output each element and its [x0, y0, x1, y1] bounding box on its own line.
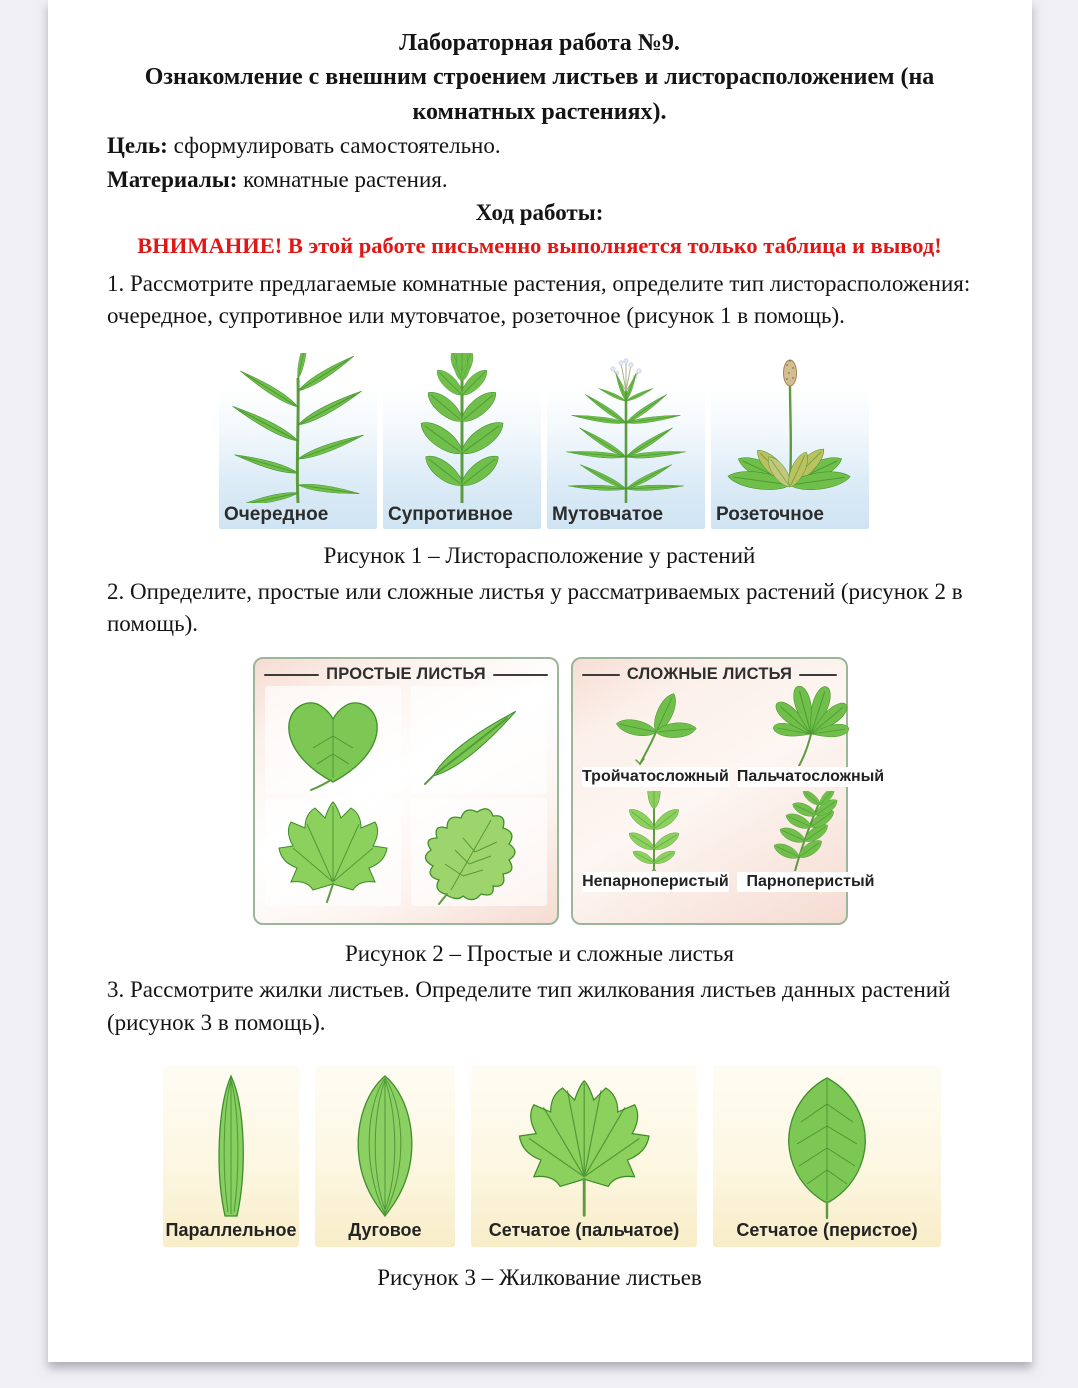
- lab-title-line2: Ознакомление с внешним строением листьев и листорасположением (на: [144, 64, 935, 91]
- figure3-panel-arcuate: [315, 1065, 455, 1247]
- step-3: 3. Рассмотрите жилки листьев. Определите тип жилкования листьев данных растений (рисунок 3 в помощь).: [107, 976, 951, 1035]
- figure1-label-rosette: Розеточное: [716, 503, 824, 525]
- goal-line: [107, 130, 972, 163]
- figure3-label-reticulate-palmate2: Сетчатое (пальчатое): [488, 1220, 680, 1241]
- plant-rosette-illustration: [711, 353, 869, 503]
- materials-line: [107, 164, 972, 197]
- figure1-panel-whorled: [547, 353, 705, 529]
- document-page: [48, 0, 1032, 1362]
- figure3-panel-parallel: [163, 1065, 299, 1247]
- compound-leaf-odd-pinnate-cell: [582, 791, 729, 892]
- arcuate-venation-illustration: [325, 1070, 445, 1220]
- simple-leaf-willow-cell: [410, 686, 548, 794]
- compound-label-palmate: Пальчатосложный: [736, 768, 885, 786]
- attention-note: ВНИМАНИЕ! В этой работе письменно выполняется только таблица и вывод!: [137, 232, 942, 258]
- compound-label-even-pinnate: Парноперистый: [737, 872, 884, 892]
- compound-leaf-even-pinnate-cell: [737, 791, 884, 892]
- palmate-leaf-illustration: [749, 686, 871, 766]
- figure1-panel-opposite: [383, 353, 541, 529]
- goal-label: Цель:: [107, 132, 168, 158]
- plant-alternate-illustration: [219, 353, 377, 503]
- odd-pinnate-leaf-illustration: [594, 791, 716, 871]
- step-1: 1. Рассмотрите предлагаемые комнатные растения, определите тип листорасположения: очередное, супротивное или мутовчатое, розеточное (рисунок 1 в помощь).: [107, 270, 971, 329]
- figure2-simple-header: ПРОСТЫЕ ЛИСТЬЯ: [264, 665, 548, 684]
- figure3-panel-reticulate-pinnate: [713, 1065, 941, 1247]
- compound-label-trifoliate: Тройчатосложный: [582, 768, 729, 786]
- plant-whorled-illustration: [547, 353, 705, 503]
- palmate-venation-illustration: [481, 1070, 687, 1220]
- figure2-panel-simple: [253, 657, 559, 925]
- figure3-label-reticulate-palmate: Дуговое: [348, 1220, 422, 1241]
- figure1-panel-rosette: [711, 353, 869, 529]
- figure1-label-alternate: Очередное: [224, 503, 329, 525]
- maple-leaf-illustration: [265, 798, 401, 906]
- figure-2: [253, 657, 972, 925]
- materials-text: комнатные растения.: [237, 166, 448, 192]
- step-2: 2. Определите, простые или сложные листья у рассматриваемых растений (рисунок 2 в помощь).: [107, 578, 963, 637]
- figure-3: [163, 1065, 972, 1247]
- figure1-label-whorled: Мутовчатое: [552, 503, 664, 525]
- figure3-label-parallel: Параллельное: [165, 1220, 297, 1241]
- figure2-caption: Рисунок 2 – Простые и сложные листья: [345, 941, 734, 967]
- willow-leaf-illustration: [411, 686, 547, 794]
- pinnate-venation-illustration: [724, 1070, 930, 1220]
- figure1-caption: Рисунок 1 – Листорасположение у растений: [323, 542, 756, 568]
- figure3-panel-reticulate-palmate: [471, 1065, 697, 1247]
- lab-title-line3: комнатных растениях).: [412, 98, 667, 125]
- compound-leaf-trifoliate-cell: [582, 686, 729, 787]
- parallel-venation-illustration: [171, 1070, 291, 1220]
- simple-leaf-linden-cell: [264, 686, 402, 794]
- materials-label: Материалы:: [107, 166, 238, 192]
- figure2-panel-compound: [571, 657, 885, 925]
- plant-opposite-illustration: [383, 353, 541, 503]
- figure3-caption: Рисунок 3 – Жилкование листьев: [377, 1265, 702, 1291]
- simple-leaf-maple-cell: [264, 798, 402, 906]
- simple-leaf-oak-cell: [410, 798, 548, 906]
- compound-leaf-palmate-cell: [737, 686, 884, 787]
- figure2-compound-header: СЛОЖНЫЕ ЛИСТЬЯ: [582, 665, 837, 684]
- figure1-panel-alternate: [219, 353, 377, 529]
- even-pinnate-leaf-illustration: [749, 791, 871, 871]
- figure3-label-reticulate-pinnate: Сетчатое (перистое): [736, 1220, 918, 1241]
- figure-1: [219, 353, 879, 529]
- goal-text: сформулировать самостоятельно.: [167, 132, 501, 158]
- lab-title: [119, 26, 960, 129]
- lab-title-line1: Лабораторная работа №9.: [399, 30, 680, 56]
- trifoliate-leaf-illustration: [594, 686, 716, 766]
- figure1-label-opposite: Супротивное: [388, 503, 513, 525]
- work-procedure-heading: Ход работы:: [475, 200, 604, 226]
- compound-label-odd-pinnate: Непарноперистый: [582, 873, 729, 891]
- oak-leaf-illustration: [411, 798, 547, 906]
- linden-leaf-illustration: [265, 686, 401, 794]
